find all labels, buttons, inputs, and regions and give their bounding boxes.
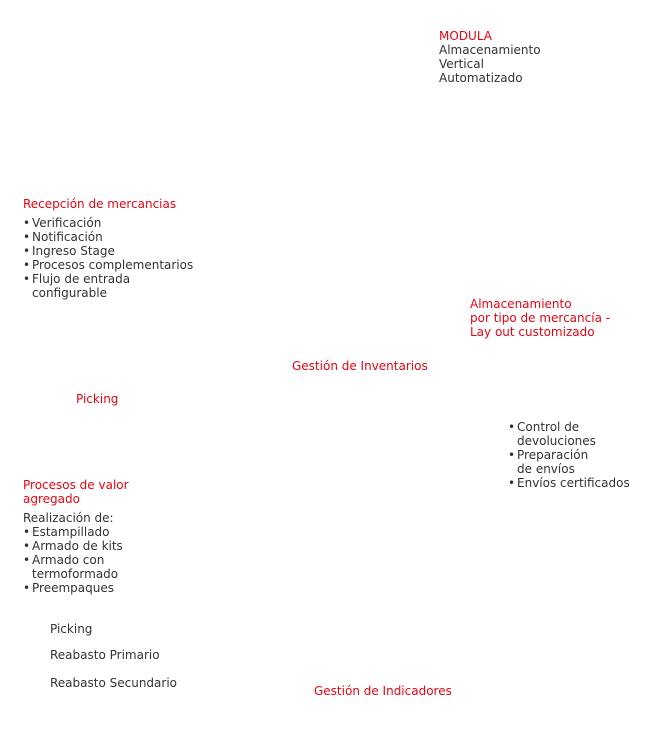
list-item-continuation: devoluciones [517, 434, 596, 448]
list-item: • Preparación de envíos [508, 448, 630, 476]
gestion-indicadores-label: Gestión de Indicadores [314, 684, 452, 698]
list-item: • Preempaques [23, 581, 129, 595]
modula-line-1: Almacenamiento [439, 43, 541, 57]
list-item: • Flujo de entrada configurable [23, 272, 193, 300]
valor-agregado-block [23, 478, 129, 595]
recepcion-list [23, 216, 193, 300]
list-item-continuation: termoformado [32, 567, 119, 581]
list-item: • Estampillado [23, 525, 129, 539]
devoluciones-list [508, 420, 630, 490]
gestion-inventarios-label: Gestión de Inventarios [292, 359, 428, 373]
list-item: • Control de devoluciones [508, 420, 630, 448]
recepcion-block [23, 197, 193, 300]
list-item: • Ingreso Stage [23, 244, 193, 258]
list-item-continuation: de envíos [517, 462, 575, 476]
valor-agregado-subtitle: Realización de: [23, 511, 114, 525]
almacenamiento-line-3: Lay out customizado [470, 325, 595, 339]
list-item: • Notificación [23, 230, 193, 244]
list-item: • Verificación [23, 216, 193, 230]
modula-title: MODULA [439, 29, 492, 43]
list-item: • Armado de kits [23, 539, 129, 553]
recepcion-title: Recepción de mercancias [23, 197, 177, 211]
picking-label: Picking [76, 392, 119, 406]
almacenamiento-line-2: por tipo de mercancía - [470, 311, 611, 325]
list-item-continuation: configurable [32, 286, 107, 300]
list-item: • Envíos certificados [508, 476, 630, 490]
modula-line-3: Automatizado [439, 71, 523, 85]
reabasto-primario-label: Reabasto Primario [50, 648, 160, 662]
list-item: • Procesos complementarios [23, 258, 193, 272]
list-item: • Armado con termoformado [23, 553, 129, 581]
modula-block [439, 29, 541, 85]
valor-agregado-list [23, 525, 129, 595]
modula-line-2: Vertical [439, 57, 484, 71]
reabasto-secundario-label: Reabasto Secundario [50, 676, 178, 690]
valor-agregado-title-2: agregado [23, 492, 80, 506]
bottom-picking-label: Picking [50, 622, 93, 636]
valor-agregado-title-1: Procesos de valor [23, 478, 129, 492]
almacenamiento-line-1: Almacenamiento [470, 297, 572, 311]
almacenamiento-block [470, 297, 610, 339]
devoluciones-block [508, 420, 630, 490]
